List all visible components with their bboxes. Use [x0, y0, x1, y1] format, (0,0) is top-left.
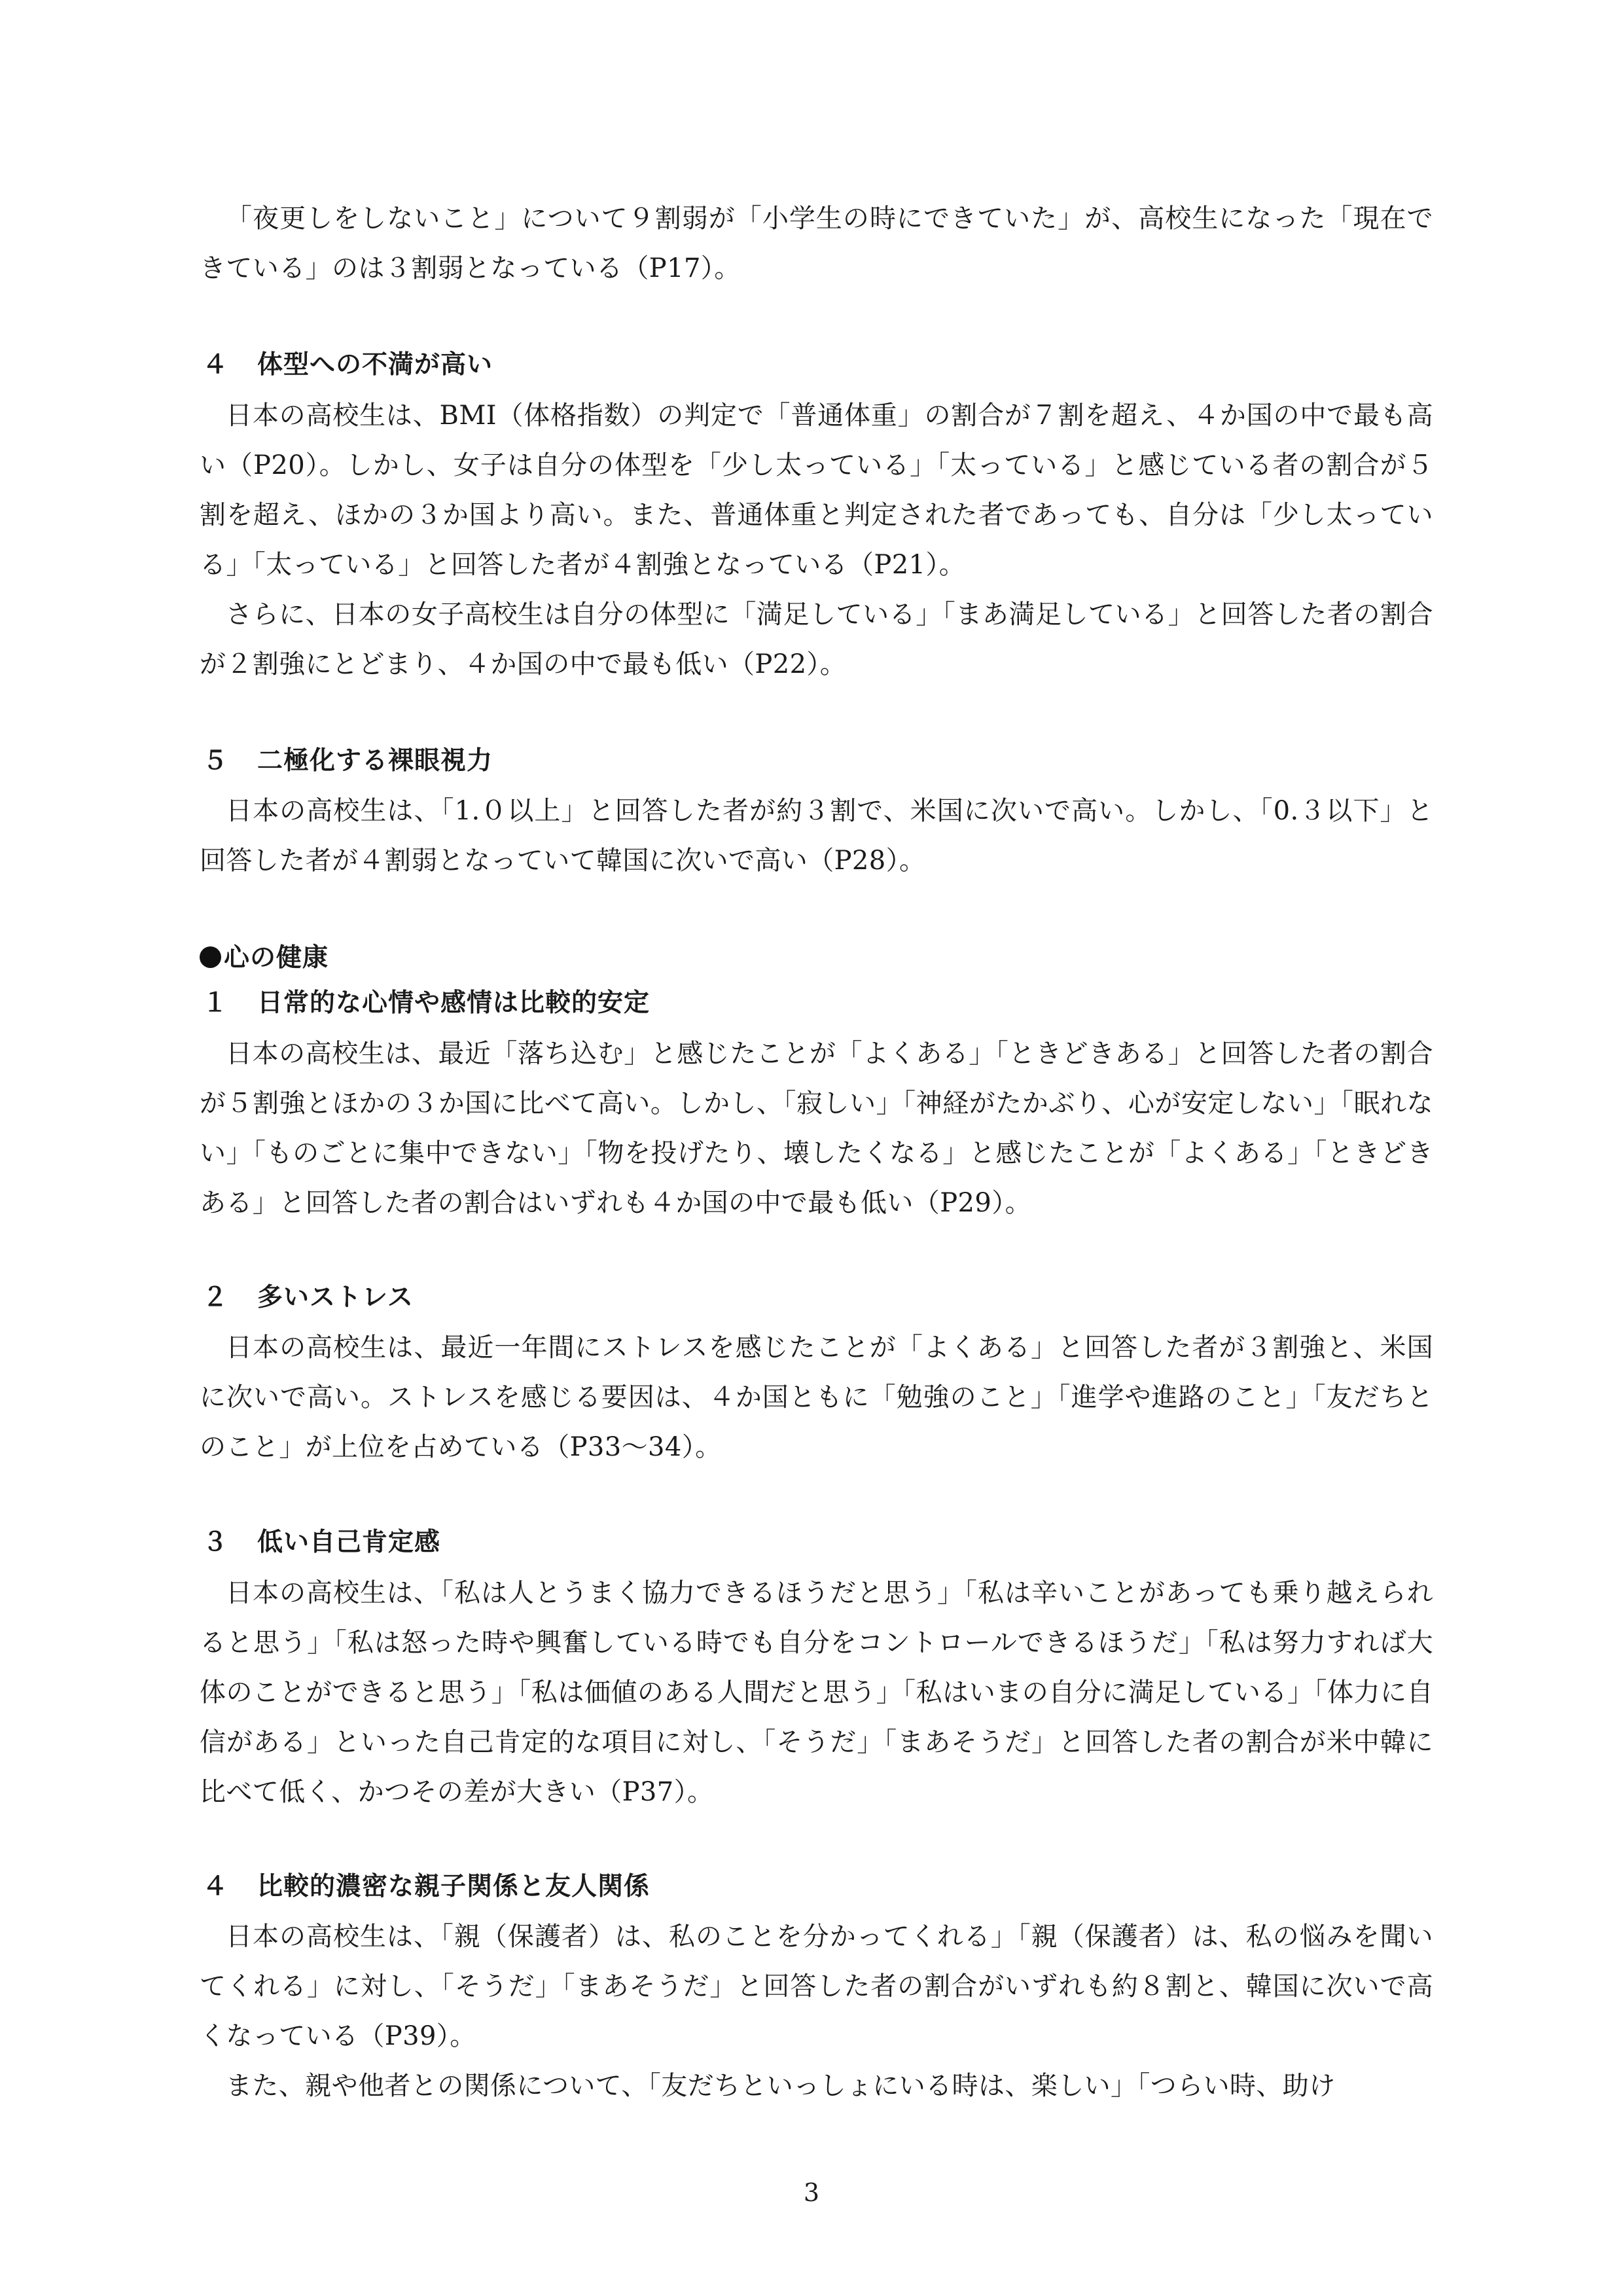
section-title: 比較的濃密な親子関係と友人関係 [257, 1872, 651, 1901]
section-heading-eyesight [200, 742, 1433, 781]
section-title: 低い自己肯定感 [257, 1528, 441, 1557]
section-number: ２ [202, 1283, 229, 1312]
intro-paragraph: 「夜更しをしないこと」について９割弱が「小学生の時にできていた」が、高校生になった「現在できている」のは３割弱となっている（P17）。 [200, 204, 1433, 283]
section-number: ４ [202, 350, 229, 380]
section-heading-daily-emotions [200, 984, 1433, 1023]
bullet-circle-icon [200, 946, 221, 968]
section-heading-body-shape [200, 346, 1433, 385]
self-esteem-paragraph: 日本の高校生は、「私は人とうまく協力できるほうだと思う」「私は辛いことがあっても乗り越えられると思う」「私は怒った時や興奮している時でも自分をコントロールできるほうだ」「私は努力すれば大体のことができると思う」「私は価値のある人間だと思う」「私はいまの自分に満足している」「体力に自信がある」といった自己肯定的な項目に対し、「そうだ」「まあそうだ」と回答した者の割合が米中韓に比べて低く、かつその差が大きい（P37）。 [200, 1578, 1433, 1807]
section-number: ３ [202, 1528, 229, 1557]
stress-paragraph: 日本の高校生は、最近一年間にストレスを感じたことが「よくある」と回答した者が３割強と、米国に次いで高い。ストレスを感じる要因は、４か国ともに「勉強のこと」「進学や進路のこと」「友だちとのこと」が上位を占めている（P33～34）。 [200, 1333, 1433, 1462]
major-heading-title: 心の健康 [224, 943, 329, 973]
section-heading-self-esteem [200, 1523, 1433, 1562]
daily-emotions-paragraph: 日本の高校生は、最近「落ち込む」と感じたことが「よくある」「ときどきある」と回答した者の割合が５割強とほかの３か国に比べて高い。しかし、「寂しい」「神経がたかぶり、心が安定しない」「眠れない」「ものごとに集中できない」「物を投げたり、壊したくなる」と感じたことが「よくある」「ときどきある」と回答した者の割合はいずれも４か国の中で最も低い（P29）。 [200, 1039, 1433, 1218]
section-number: ５ [202, 746, 229, 776]
section-number: １ [202, 988, 229, 1018]
section-title: 二極化する裸眼視力 [257, 746, 493, 776]
section-title: 多いストレス [257, 1283, 414, 1312]
body-shape-paragraph-1: 日本の高校生は、BMI（体格指数）の判定で「普通体重」の割合が７割を超え、４か国の中で最も高い（P20）。しかし、女子は自分の体型を「少し太っている」「太っている」と感じている者の割合が５割を超え、ほかの３か国より高い。また、普通体重と判定された者であっても、自分は「少し太っている」「太っている」と回答した者が４割強となっている（P21）。 [200, 401, 1433, 580]
eyesight-paragraph: 日本の高校生は、「1.０以上」と回答した者が約３割で、米国に次いで高い。しかし、「0.３以下」と回答した者が４割弱となっていて韓国に次いで高い（P28）。 [200, 796, 1433, 876]
section-title: 体型への不満が高い [257, 350, 493, 380]
major-heading-mental-health [200, 939, 1433, 978]
page-number: 3 [803, 2178, 820, 2207]
section-number: ４ [202, 1872, 229, 1901]
relationships-paragraph-1: 日本の高校生は、「親（保護者）は、私のことを分かってくれる」「親（保護者）は、私の悩みを聞いてくれる」に対し、「そうだ」「まあそうだ」と回答した者の割合がいずれも約８割と、韓国に次いで高くなっている（P39）。 [200, 1922, 1433, 2051]
section-title: 日常的な心情や感情は比較的安定 [257, 988, 651, 1018]
relationships-paragraph-2: また、親や他者との関係について、「友だちといっしょにいる時は、楽しい」「つらい時、助け [226, 2071, 1336, 2101]
section-heading-stress [200, 1278, 1433, 1318]
body-shape-paragraph-2: さらに、日本の女子高校生は自分の体型に「満足している」「まあ満足している」と回答した者の割合が２割強にとどまり、４か国の中で最も低い（P22）。 [200, 600, 1433, 679]
section-heading-relationships [200, 1867, 1433, 1907]
